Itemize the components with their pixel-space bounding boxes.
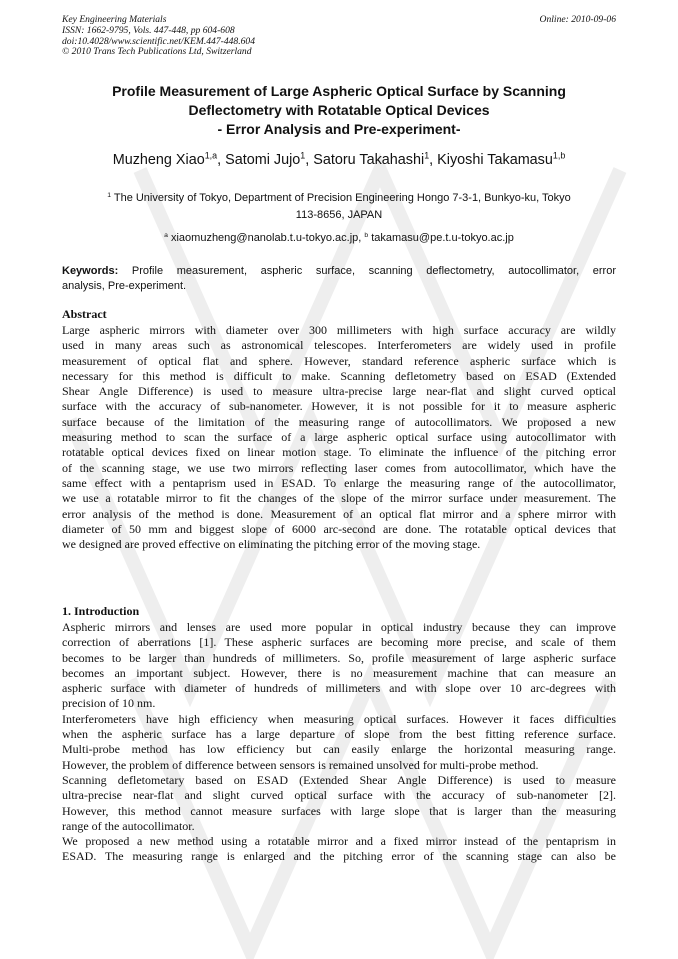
keywords: [62, 262, 616, 295]
keywords-label: Keywords:: [62, 265, 119, 277]
abstract-line: same effect with a pentaprism used in ESAD. To enlarge the measuring range of the autocollimator,: [62, 475, 616, 490]
abstract-line: of the scanning stage, we use two mirrors reflecting laser comes from autocollimator, which have the: [62, 460, 616, 475]
abstract-line: diameter of 50 mm and biggest slope of 6000 arc-second are done. The rotatable optical devices that: [62, 521, 616, 536]
author-affiliation-mark: 1,a: [204, 150, 218, 161]
author-affiliation-mark: 1,b: [552, 150, 566, 161]
introduction-line: becomes an important subject. However, there is no measurement machine that can measure an: [62, 665, 616, 680]
author-separator: ,: [305, 152, 314, 168]
introduction-line: aspheric surface with diameter of hundreds of millimeters and with slope over 10 arc-degrees with: [62, 681, 616, 696]
abstract-heading: Abstract: [62, 307, 107, 321]
introduction-line: correction of aberrations [1]. These aspheric surfaces are becoming more precise, and scale of them: [62, 635, 616, 650]
email-line: [62, 232, 616, 244]
abstract-line: measuring method to scan the surface of a large aspheric optical surface using autocollimator with: [62, 430, 616, 445]
online-date: Online: 2010-09-06: [539, 14, 616, 25]
email-mark-a: a: [164, 231, 168, 239]
introduction-line: range of the autocollimator.: [62, 818, 195, 833]
paper-title: [62, 82, 616, 139]
introduction-line: Multi-probe method has low efficiency but can easily enlarge the horizontal measuring range.: [62, 742, 616, 757]
author-affiliation-mark: 1: [300, 150, 306, 161]
abstract-line: necessary for this method is difficult to make. Scanning defletometry based on ESAD (Extended: [62, 368, 616, 383]
introduction-line: ESAD. The measuring range is enlarged and the pitching error of the scanning stage can also be: [62, 849, 616, 864]
introduction-line: precision of 10 nm.: [62, 696, 156, 711]
introduction-heading: 1. Introduction: [62, 604, 140, 618]
affiliation-line-2: 113-8656, JAPAN: [295, 209, 383, 221]
doi-line: doi:10.4028/www.scientific.net/KEM.447-448.604: [62, 35, 256, 47]
abstract-line: used in many areas such as astronomical telescopes. Interferometers are widely used in profile: [62, 338, 616, 353]
journal-name: Key Engineering Materials: [62, 14, 167, 25]
introduction-line: Interferometers have high efficiency when measuring optical surfaces. However it faces difficulties: [62, 711, 616, 726]
introduction-line: Aspheric mirrors and lenses are used more popular in optical industry because they can improve: [62, 620, 616, 634]
publication-info: [62, 15, 255, 58]
author-name: Satoru Takahashi: [313, 152, 425, 168]
introduction-body: [62, 620, 616, 865]
email-a: xiaomuzheng@nanolab.t.u-tokyo.ac.jp,: [167, 232, 365, 244]
abstract-line: rotatable optical devices fixed on linear motion stage. To eliminate the influence of the pitching error: [62, 445, 616, 460]
author-name: Satomi Jujo: [225, 152, 301, 168]
abstract-line: we use a rotatable mirror to fit the changes of the slope of the mirror surface under measurement. The: [62, 491, 616, 506]
abstract-line: Large aspheric mirrors with diameter over 300 millimeters with high surface accuracy are wildly: [62, 323, 616, 337]
title-line-1: Profile Measurement of Large Aspheric Optical Surface by Scanning: [112, 83, 566, 99]
abstract-line: surface with the accuracy of sub-nanometer. However, it is not possible for it to measure aspheric: [62, 399, 616, 414]
introduction-line: However, the problem of difference between sensors is remained unsolved for multi-probe method.: [62, 757, 539, 772]
author-affiliation-mark: 1: [424, 150, 430, 161]
introduction-line: when the aspheric surface has a large departure of slope from the best fitting reference surface.: [62, 727, 616, 742]
email-mark-b: b: [364, 231, 369, 239]
author-name: Muzheng Xiao: [112, 152, 205, 168]
author-separator: ,: [429, 152, 438, 168]
abstract-line: Shear Angle Difference) is used to measure ultra-precise large near-flat and slight curved optical: [62, 384, 616, 399]
abstract-line: error analysis of the method is done. Measurement of an optical flat mirror and a sphere mirror with: [62, 506, 616, 521]
affiliation-line-1: [62, 190, 616, 207]
affiliation-mark: 1: [107, 191, 111, 199]
introduction-line: becomes to be larger than hundreds of millimeters. So, profile measurement of large aspheric surface: [62, 650, 616, 665]
keywords-text: Profile measurement, aspheric surface, scanning deflectometry, autocollimator, error: [118, 265, 616, 277]
issn-line: ISSN: 1662-9795, Vols. 447-448, pp 604-608: [62, 24, 235, 36]
abstract-line: we designed are proved effective on eliminating the pitching error of the moving stage.: [62, 537, 481, 552]
author-name: Kiyoshi Takamasu: [437, 152, 553, 168]
affiliation: [62, 190, 616, 224]
keywords-line-2: analysis, Pre-experiment.: [62, 280, 187, 293]
introduction-line: However, this method cannot measure surfaces with large slope that is larger than the measuring: [62, 803, 616, 818]
title-line-3: - Error Analysis and Pre-experiment-: [217, 121, 461, 137]
introduction-line: We proposed a new method using a rotatable mirror and a fixed mirror instead of the pentaprism in: [62, 834, 616, 849]
author-list: [62, 152, 616, 168]
abstract-line: surface because of the limitation of the measuring range of autocollimators. We proposed a new: [62, 414, 616, 429]
introduction-line: Scanning defletometary based on ESAD (Extended Shear Angle Difference) is used to measure: [62, 772, 616, 787]
title-line-2: Deflectometry with Rotatable Optical Devices: [188, 102, 490, 118]
email-b: takamasu@pe.t.u-tokyo.ac.jp: [368, 232, 514, 244]
author-separator: ,: [217, 152, 226, 168]
copyright-line: © 2010 Trans Tech Publications Ltd, Switzerland: [62, 46, 252, 58]
abstract-line: measurement of optical flat and sphere. However, standard reference aspheric surface which is: [62, 353, 616, 368]
abstract-body: [62, 323, 616, 552]
affiliation-text: The University of Tokyo, Department of Precision Engineering Hongo 7-3-1, Bunkyo-ku, Tokyo: [111, 192, 571, 204]
introduction-line: ultra-precise near-flat and slight curved optical surface with the accuracy of sub-nanometer [2].: [62, 788, 616, 803]
keywords-line-1: [62, 262, 616, 277]
